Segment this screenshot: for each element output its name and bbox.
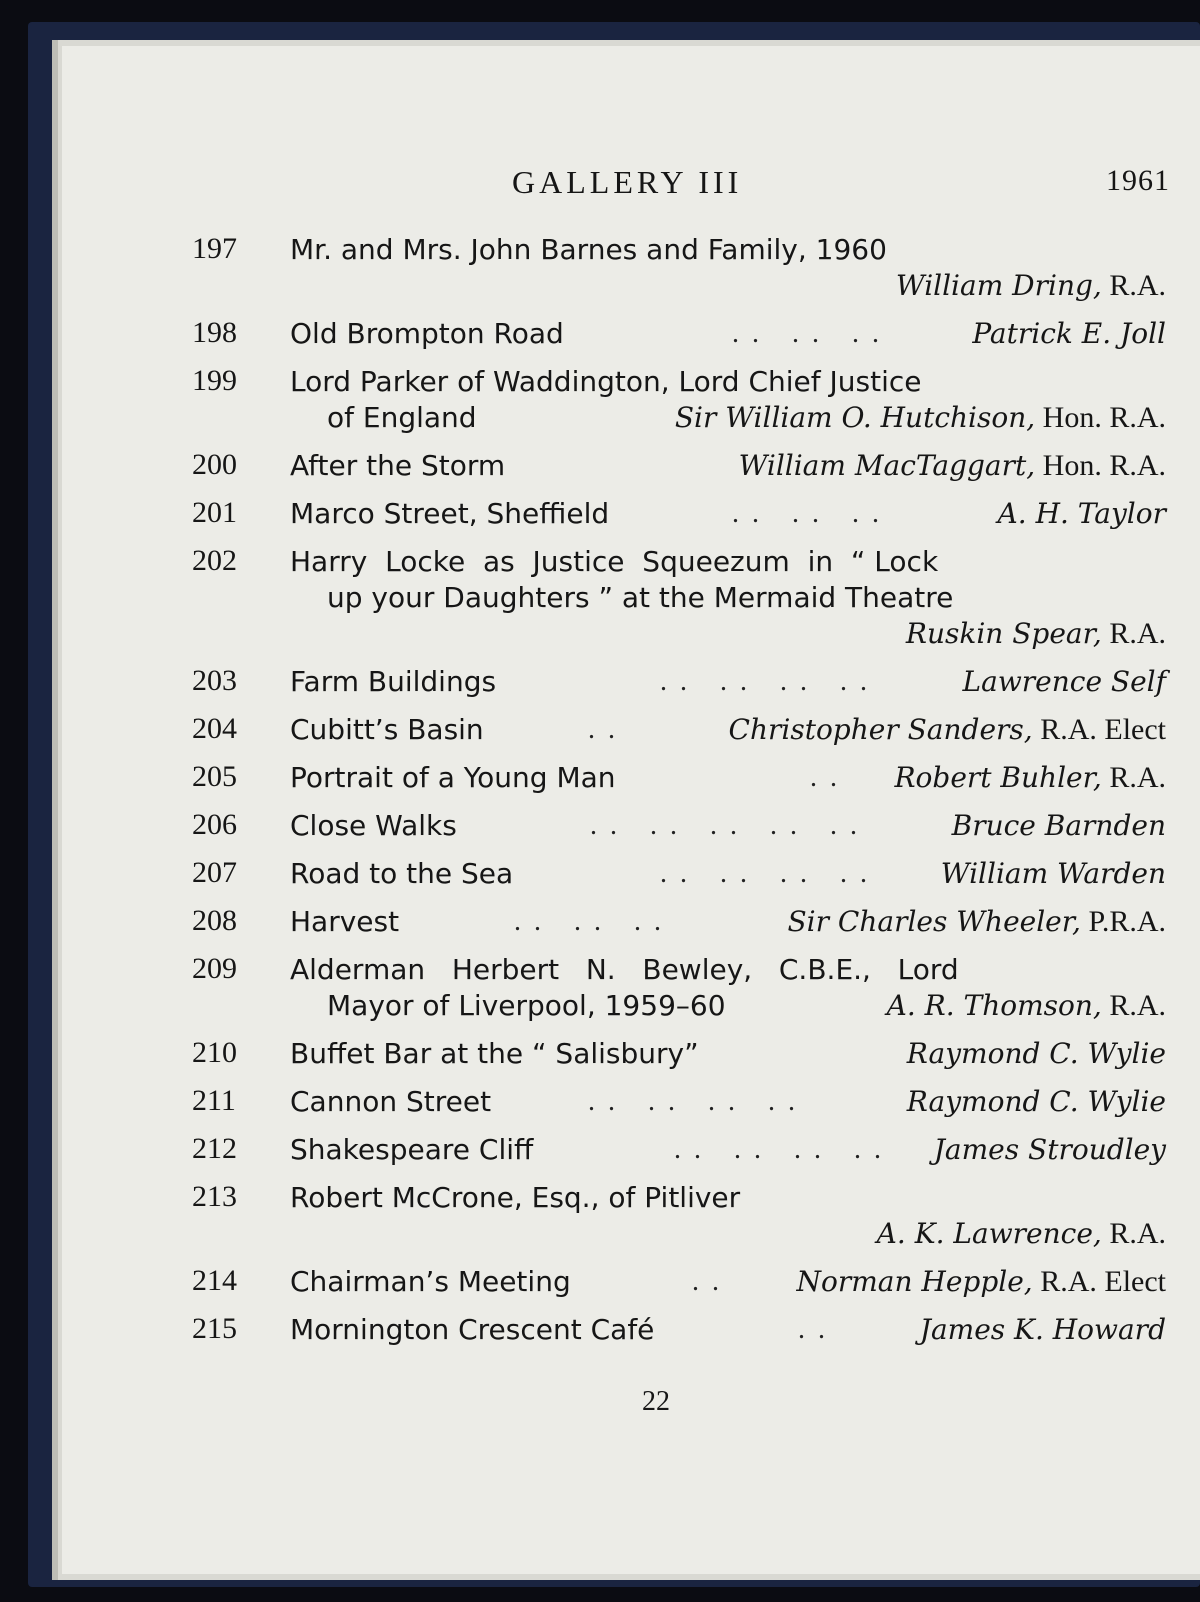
artwork-title: Farm Buildings bbox=[290, 665, 497, 698]
artist-credit bbox=[963, 664, 1166, 700]
artist-name: Bruce Barnden bbox=[951, 809, 1166, 842]
leader-dots: . . bbox=[810, 762, 840, 793]
catalogue-entry bbox=[62, 856, 1182, 892]
artist-credit bbox=[675, 400, 1166, 436]
entry-line bbox=[62, 1216, 1182, 1252]
entry-number: 203 bbox=[192, 664, 237, 697]
catalogue-entry bbox=[62, 712, 1182, 748]
entry-line bbox=[62, 316, 1182, 352]
entry-line bbox=[62, 580, 1182, 616]
artist-honour: R.A. bbox=[1101, 989, 1166, 1022]
artist-honour: Hon. R.A. bbox=[1035, 449, 1166, 482]
artwork-title: Harvest bbox=[290, 905, 400, 938]
entry-line bbox=[62, 544, 1182, 580]
artist-credit bbox=[894, 760, 1166, 796]
artist-credit bbox=[797, 1264, 1167, 1300]
catalogue-entry bbox=[62, 1132, 1182, 1168]
artist-credit bbox=[906, 616, 1166, 652]
page-number: 22 bbox=[642, 1386, 670, 1417]
entry-number: 201 bbox=[192, 496, 237, 529]
catalogue-entry bbox=[62, 760, 1182, 796]
entry-line bbox=[62, 760, 1182, 796]
artist-name: A. K. Lawrence, bbox=[876, 1217, 1102, 1250]
leader-dots: . . bbox=[588, 714, 618, 745]
artwork-title: Shakespeare Cliff bbox=[290, 1133, 534, 1166]
artist-name: A. R. Thomson, bbox=[886, 989, 1102, 1022]
artist-name: Raymond C. Wylie bbox=[906, 1085, 1166, 1118]
entry-number: 204 bbox=[192, 712, 237, 745]
entry-number: 208 bbox=[192, 904, 237, 937]
entry-number: 207 bbox=[192, 856, 237, 889]
artist-name: James Stroudley bbox=[933, 1133, 1166, 1166]
artwork-title: Mr. and Mrs. John Barnes and Family, 1960 bbox=[290, 233, 887, 266]
entry-number: 199 bbox=[192, 364, 237, 397]
leader-dots: . . . . . . bbox=[732, 498, 882, 529]
entry-number: 214 bbox=[192, 1264, 237, 1297]
artist-credit bbox=[896, 268, 1166, 304]
artist-credit bbox=[887, 988, 1166, 1024]
entry-number: 209 bbox=[192, 952, 237, 985]
entry-line bbox=[62, 664, 1182, 700]
entry-line bbox=[62, 1084, 1182, 1120]
entry-line bbox=[62, 364, 1182, 400]
catalogue-entry bbox=[62, 808, 1182, 844]
catalogue-entry bbox=[62, 1264, 1182, 1300]
artist-credit bbox=[907, 1084, 1166, 1120]
catalogue-entry bbox=[62, 364, 1182, 436]
catalogue-entry bbox=[62, 232, 1182, 304]
artist-name: Robert Buhler, bbox=[894, 761, 1102, 794]
entry-line bbox=[62, 904, 1182, 940]
catalogue-entry bbox=[62, 1312, 1182, 1348]
artist-name: A. H. Taylor bbox=[997, 497, 1166, 530]
entry-line bbox=[62, 496, 1182, 532]
leader-dots: . . . . . . . . bbox=[674, 1134, 884, 1165]
artwork-title: Marco Street, Sheffield bbox=[290, 497, 610, 530]
catalogue-entry bbox=[62, 496, 1182, 532]
artwork-title: Portrait of a Young Man bbox=[290, 761, 616, 794]
artwork-title: of England bbox=[327, 401, 477, 434]
leader-dots: . . . . . . . . bbox=[660, 666, 870, 697]
artwork-title: Mornington Crescent Café bbox=[290, 1313, 655, 1346]
entry-line bbox=[62, 808, 1182, 844]
artist-credit bbox=[729, 712, 1166, 748]
artist-credit bbox=[877, 1216, 1166, 1252]
artist-credit bbox=[952, 808, 1166, 844]
leader-dots: . . . . . . . . bbox=[588, 1086, 798, 1117]
entry-line bbox=[62, 448, 1182, 484]
artwork-title: Road to the Sea bbox=[290, 857, 514, 890]
page-header bbox=[62, 164, 1170, 214]
entry-line bbox=[62, 988, 1182, 1024]
catalogue-year: 1961 bbox=[1106, 164, 1170, 197]
entry-line bbox=[62, 1180, 1182, 1216]
entry-number: 206 bbox=[192, 808, 237, 841]
artist-name: Sir Charles Wheeler, bbox=[787, 905, 1081, 938]
catalogue-entry bbox=[62, 544, 1182, 652]
artist-credit bbox=[920, 1312, 1166, 1348]
entry-number: 197 bbox=[192, 232, 237, 265]
artwork-title: Mayor of Liverpool, 1959–60 bbox=[327, 989, 726, 1022]
catalogue-entry bbox=[62, 664, 1182, 700]
entry-line bbox=[62, 1132, 1182, 1168]
leader-dots: . . . . . . bbox=[514, 906, 664, 937]
entry-number: 211 bbox=[192, 1084, 236, 1117]
catalogue-entry bbox=[62, 1036, 1182, 1072]
entry-line bbox=[62, 1264, 1182, 1300]
artist-honour: R.A. bbox=[1101, 1217, 1166, 1250]
artist-honour: P.R.A. bbox=[1080, 905, 1166, 938]
artist-credit bbox=[788, 904, 1167, 940]
artwork-title: Close Walks bbox=[290, 809, 457, 842]
artwork-title: up your Daughters ” at the Mermaid Theatre bbox=[327, 581, 954, 614]
leader-dots: . . . . . . . . bbox=[660, 858, 870, 889]
artist-name: Ruskin Spear, bbox=[905, 617, 1102, 650]
artist-honour: R.A. Elect bbox=[1032, 1265, 1166, 1298]
artist-credit bbox=[972, 316, 1166, 352]
artwork-title: Chairman’s Meeting bbox=[290, 1265, 571, 1298]
artist-credit bbox=[934, 1132, 1166, 1168]
entry-number: 202 bbox=[192, 544, 237, 577]
artwork-title: Cubitt’s Basin bbox=[290, 713, 484, 746]
leader-dots: . . . . . . bbox=[732, 318, 882, 349]
artwork-title: Alderman Herbert N. Bewley, C.B.E., Lord bbox=[290, 953, 959, 986]
entry-list bbox=[62, 232, 1182, 1360]
entry-line bbox=[62, 400, 1182, 436]
entry-number: 198 bbox=[192, 316, 237, 349]
catalogue-entry bbox=[62, 952, 1182, 1024]
artist-name: Patrick E. Joll bbox=[972, 317, 1166, 350]
entry-line bbox=[62, 952, 1182, 988]
catalogue-entry bbox=[62, 316, 1182, 352]
catalogue-entry bbox=[62, 448, 1182, 484]
artwork-title: Old Brompton Road bbox=[290, 317, 564, 350]
entry-line bbox=[62, 712, 1182, 748]
entry-line bbox=[62, 232, 1182, 268]
entry-line bbox=[62, 268, 1182, 304]
artist-honour: R.A. bbox=[1101, 269, 1166, 302]
catalogue-entry bbox=[62, 904, 1182, 940]
entry-line bbox=[62, 1036, 1182, 1072]
artwork-title: Robert McCrone, Esq., of Pitliver bbox=[290, 1181, 741, 1214]
gallery-title: GALLERY III bbox=[512, 164, 743, 200]
leader-dots: . . . . . . . . . . bbox=[590, 810, 860, 841]
artist-name: James K. Howard bbox=[919, 1313, 1166, 1346]
entry-number: 213 bbox=[192, 1180, 237, 1213]
artist-honour: R.A. Elect bbox=[1032, 713, 1166, 746]
artist-name: Sir William O. Hutchison, bbox=[674, 401, 1036, 434]
artist-credit bbox=[998, 496, 1166, 532]
entry-number: 215 bbox=[192, 1312, 237, 1345]
artist-credit bbox=[941, 856, 1166, 892]
catalogue-entry bbox=[62, 1180, 1182, 1252]
catalogue-entry bbox=[62, 1084, 1182, 1120]
artwork-title: After the Storm bbox=[290, 449, 506, 482]
artwork-title: Lord Parker of Waddington, Lord Chief Justice bbox=[290, 365, 922, 398]
entry-number: 210 bbox=[192, 1036, 237, 1069]
entry-number: 205 bbox=[192, 760, 237, 793]
leader-dots: . . bbox=[692, 1266, 722, 1297]
entry-line bbox=[62, 616, 1182, 652]
leader-dots: . . bbox=[798, 1314, 828, 1345]
artist-name: Raymond C. Wylie bbox=[906, 1037, 1166, 1070]
catalogue-page bbox=[62, 46, 1200, 1574]
artwork-title: Harry Locke as Justice Squeezum in “ Lock bbox=[290, 545, 939, 578]
artist-credit bbox=[907, 1036, 1166, 1072]
artist-honour: R.A. bbox=[1101, 617, 1166, 650]
entry-line bbox=[62, 856, 1182, 892]
artist-name: William Warden bbox=[940, 857, 1166, 890]
artist-honour: Hon. R.A. bbox=[1035, 401, 1166, 434]
artist-name: William Dring, bbox=[895, 269, 1102, 302]
artist-name: Christopher Sanders, bbox=[728, 713, 1033, 746]
entry-line bbox=[62, 1312, 1182, 1348]
artist-honour: R.A. bbox=[1101, 761, 1166, 794]
artwork-title: Buffet Bar at the “ Salisbury” bbox=[290, 1037, 699, 1070]
artist-name: William MacTaggart, bbox=[738, 449, 1036, 482]
artist-name: Lawrence Self bbox=[962, 665, 1166, 698]
artist-name: Norman Hepple, bbox=[796, 1265, 1033, 1298]
entry-number: 212 bbox=[192, 1132, 237, 1165]
entry-number: 200 bbox=[192, 448, 237, 481]
artwork-title: Cannon Street bbox=[290, 1085, 492, 1118]
artist-credit bbox=[739, 448, 1166, 484]
